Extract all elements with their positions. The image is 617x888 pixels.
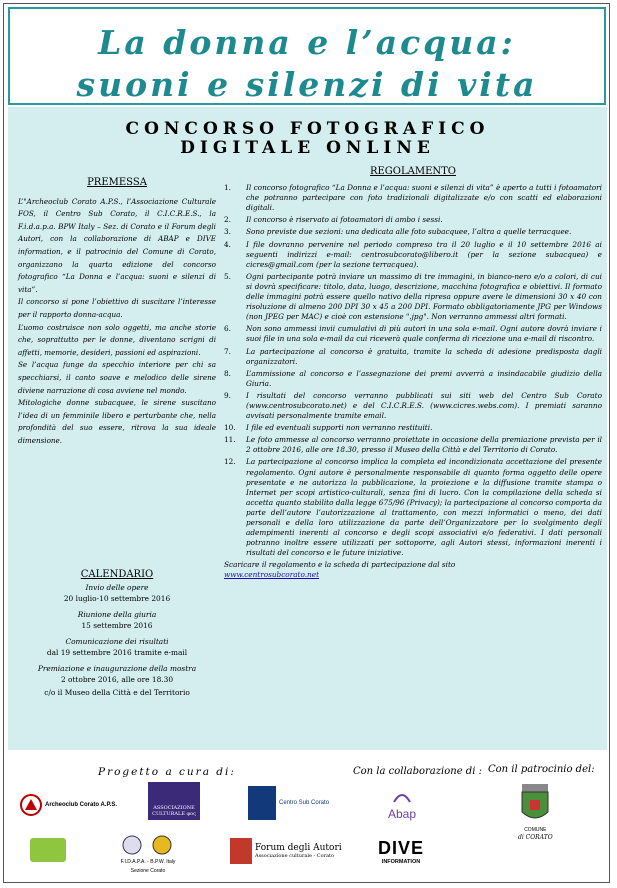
abap-logo: [388, 790, 416, 821]
centrosub-logo: [248, 786, 329, 820]
calendario-label: Invio delle opere: [85, 583, 149, 592]
calendario-label: Riunione della giuria: [77, 610, 157, 619]
calendario-date: 2 ottobre 2016, alle ore 18.30: [60, 675, 174, 684]
regolamento-closing: [224, 560, 602, 580]
calendario-venue: c/o il Museo della Città e del Territorio: [44, 688, 190, 697]
dive-subtext: INFORMATION: [381, 859, 421, 865]
premessa-paragraph: Il concorso si pone l’obiettivo di suscitare l’interesse per il rapporto donna-acqua.: [18, 297, 216, 319]
fidapa-logo: [118, 834, 178, 874]
regolamento-item: [224, 227, 602, 237]
calendario-heading: CALENDARIO: [80, 569, 154, 580]
premessa-paragraph: L’uomo costruisce non solo oggetti, ma anche storie che, soprattutto per le donne, diventano scrigni di affetti, memorie, desideri, passioni ed aspirazioni.: [18, 322, 216, 357]
calendario-date: dal 19 settembre 2016 tramite e-mail: [46, 648, 188, 657]
regolamento-item-text: Il concorso è riservato ai fotoamatori di ambo i sessi.: [246, 215, 443, 225]
comune-text-2: di CORATO: [518, 834, 553, 841]
site-link[interactable]: www.centrosubcorato.net: [224, 570, 320, 580]
patrocinio-label: Con il patrocinio del:: [488, 764, 595, 775]
title-line-2: suoni e silenzi di vita: [76, 65, 538, 104]
regolamento-item-number: 11.: [224, 435, 236, 445]
fidapa-text-2: Sezione Corato: [130, 868, 166, 874]
premessa-paragraph: Se l’acqua funge da specchio interiore per chi sa specchiarsi, il canto soave e melodico delle sirene diviene narrazione di cosa avviene nel mondo.: [18, 360, 216, 395]
forum-text: Forum degli Autori: [255, 843, 342, 853]
premessa-heading: PREMESSA: [87, 177, 147, 188]
regolamento-item: [224, 347, 602, 367]
regolamento-item-number: 2.: [224, 215, 231, 225]
calendario-label: Comunicazione dei risultati: [65, 637, 169, 646]
calendario-date: 20 luglio-10 settembre 2016: [63, 594, 171, 603]
green-badge-icon: [30, 838, 66, 862]
regolamento-item-number: 9.: [224, 390, 231, 400]
dive-text: DIVE: [378, 838, 425, 858]
regolamento-item: [224, 240, 602, 270]
regolamento-item: [224, 183, 602, 213]
regolamento-item: [224, 215, 602, 225]
regolamento-item-number: 1.: [224, 183, 231, 193]
regolamento-item-text: L’ammissione al concorso e l’assegnazione dei premi avverrà a insindacabile giudizio della Giuria.: [246, 368, 602, 388]
concorso-line-2: DIGITALE ONLINE: [180, 138, 435, 158]
closing-text: Scaricare il regolamento e la scheda di partecipazione dal sito: [224, 560, 456, 570]
fidapa-icon: [118, 834, 178, 856]
regolamento-item-number: 12.: [224, 457, 236, 467]
regolamento-item-number: 5.: [224, 271, 231, 281]
forum-logo: [230, 838, 342, 864]
abap-mark-icon: [392, 790, 412, 804]
content-panel: [8, 107, 607, 750]
calendario-date: 15 settembre 2016: [81, 621, 153, 630]
regolamento-item: [224, 391, 602, 421]
archeoclub-icon: [20, 794, 42, 816]
forum-text-2: Associazione culturale - Corato: [255, 853, 335, 859]
footer: [8, 752, 607, 882]
regolamento-item-text: I file dovranno pervenire nel periodo compreso tra il 20 luglio e il 10 settembre 2016 ai seguenti indirizzi e-mail: centrosubcorato@libero.it (per la sezione subacquea) e cicres@gmail.com (per la sezione terracquea).: [246, 239, 602, 269]
regolamento-item-number: 3.: [224, 227, 231, 237]
regolamento-item-text: Le foto ammesse al concorso verranno proiettate in occasione della premiazione prevista per il 2 ottobre 2016, alle ore 18.30, presso il Museo della Città e del Territorio di Corato.: [246, 435, 602, 455]
dive-logo: [378, 838, 424, 865]
regolamento-item-number: 4.: [224, 239, 231, 249]
comune-text: COMUNE: [524, 827, 547, 833]
regolamento-item-text: I risultati del concorso verranno pubblicati sui siti web del Centro Sub Corato (www.centrosubcorato.net) e del C.I.C.R.E.S. (www.cicres.webs.com). I premiati saranno avvisati personalmente tramite email.: [246, 390, 602, 421]
premessa-paragraph: Mitologiche donne subacquee, le sirene suscitano l’idea di un femminile libero e perturbante che, nella profondità del suo essere, ritrova la sua ideale dimensione.: [18, 398, 216, 445]
regolamento-item-text: I file ed eventuali supporti non verranno restituiti.: [246, 423, 433, 433]
coat-of-arms-icon: [518, 782, 552, 826]
regolamento-section: [224, 167, 602, 581]
regolamento-item-text: Il concorso fotografico “La Donna e l’acqua: suoni e silenzi di vita” è aperto a tutti i fotoamatori che potranno partecipare con foto tradizionali digitalizzate e/o con scatti ed elaborazioni digitali.: [246, 183, 602, 213]
title-line-1: La donna e l’acqua:: [98, 23, 516, 62]
regolamento-item-text: Sono previste due sezioni: una dedicata alle foto subacquee, l’altra a quelle terracquee.: [246, 227, 572, 237]
regolamento-item: [224, 324, 602, 344]
progetto-label: Progetto a cura di:: [98, 766, 236, 778]
regolamento-heading: REGOLAMENTO: [369, 166, 457, 177]
diver-icon: [248, 786, 276, 820]
fidapa-text: F.I.D.A.P.A. - B.P.W. Italy: [120, 859, 176, 865]
regolamento-item-text: Non sono ammessi invii cumulativi di più autori in una sola e-mail. Ogni autore dovrà inviare i suoi file in una sola e-mail da cui riceverà quale conferma di ricezione una e-mail di riscontro.: [246, 324, 602, 344]
regolamento-item: [224, 272, 602, 322]
fos-logo: [148, 782, 200, 820]
fos-text: ASSOCIAZIONE CULTURALE φος: [152, 805, 196, 817]
regolamento-item-text: La partecipazione al concorso è gratuita, tramite la scheda di adesione predisposta dagli organizzatori.: [246, 346, 602, 366]
green-logo: [30, 838, 66, 862]
calendario-label: Premiazione e inaugurazione della mostra: [37, 664, 197, 673]
calendario-section: [18, 569, 216, 700]
forum-icon: [230, 838, 252, 864]
regolamento-item-number: 7.: [224, 346, 231, 356]
regolamento-item: [224, 423, 602, 433]
centrosub-text: Centro Sub Corato: [279, 800, 330, 806]
regolamento-list: [224, 183, 602, 558]
regolamento-item-number: 8.: [224, 368, 231, 378]
premessa-paragraph: L’"Archeoclub Corato A.P.S., l’Associazione Culturale FOS, il Centro Sub Corato, il C.I.C.R.E.S., la F.i.d.a.p.a. BPW Italy – Sez. di Corato e il Forum degli Autori, con la collaborazione di ABAP e DIVE information, e il patrocinio del Comune di Corato, organizzano la quarta edizione del concorso fotografico “La Donna e l’acqua: suoni e silenzi di vita”.: [18, 196, 216, 294]
archeoclub-logo: [20, 794, 117, 816]
regolamento-item-number: 10.: [224, 423, 236, 433]
premessa-section: [18, 177, 216, 447]
fos-box: [148, 782, 200, 820]
regolamento-item: [224, 369, 602, 389]
archeoclub-text: Archeoclub Corato A.P.S.: [45, 802, 118, 808]
concorso-line-1: CONCORSO FOTOGRAFICO: [125, 119, 490, 139]
regolamento-item-number: 6.: [224, 324, 231, 334]
title-banner: [8, 7, 606, 105]
regolamento-item-text: Ogni partecipante potrà inviare un massimo di tre immagini, in bianco-nero e/o a colori, di cui si dovrà specificare: titolo, data, luogo, descrizione, macchina fotografica e obiettivi. Il formato delle immagini potrà essere quello nativo della ripresa oppure avere le dimensioni 30 x 40 con risoluzione di almeno 200 DPI 30 x 45 a 200 DPI. Formato obbligatoriamente JPG per Windows (non JPEG per MAC) e cioè con estensione ".jpg". Non verranno ammessi altri formati.: [246, 271, 602, 322]
regolamento-item: [224, 435, 602, 455]
regolamento-item-text: La partecipazione al concorso implica la completa ed incondizionata accettazione del presente regolamento. Ogni autore è personalmente responsabile di quanto forma oggetto delle opere presentate e ne autorizza la pubblicazione, la proiezione e la diffusione tramite stampa o Internet per scopi artistico-culturali, senza fini di lucro. Con la compilazione della scheda si accetta quanto stabilito dalla legge 675/96 (Privacy); la partecipazione al concorso comporta da parte dell’autore l’autorizzazione al trattamento, con mezzi informatici o meno, dei dati personali e della loro utilizzazione da parte dell’Organizzatore per lo svolgimento degli adempimenti inerenti al concorso e degli scopi associativi e/o federativi. I dati personali potranno inoltre essere utilizzati per sottoporre, agli Autori stessi, informazioni inerenti i risultati del concorso e le future iniziative.: [246, 457, 602, 558]
collaborazione-label: Con la collaborazione di :: [353, 766, 482, 777]
comune-logo: [518, 782, 553, 841]
abap-text: Abap: [388, 807, 417, 821]
regolamento-item: [224, 457, 602, 558]
